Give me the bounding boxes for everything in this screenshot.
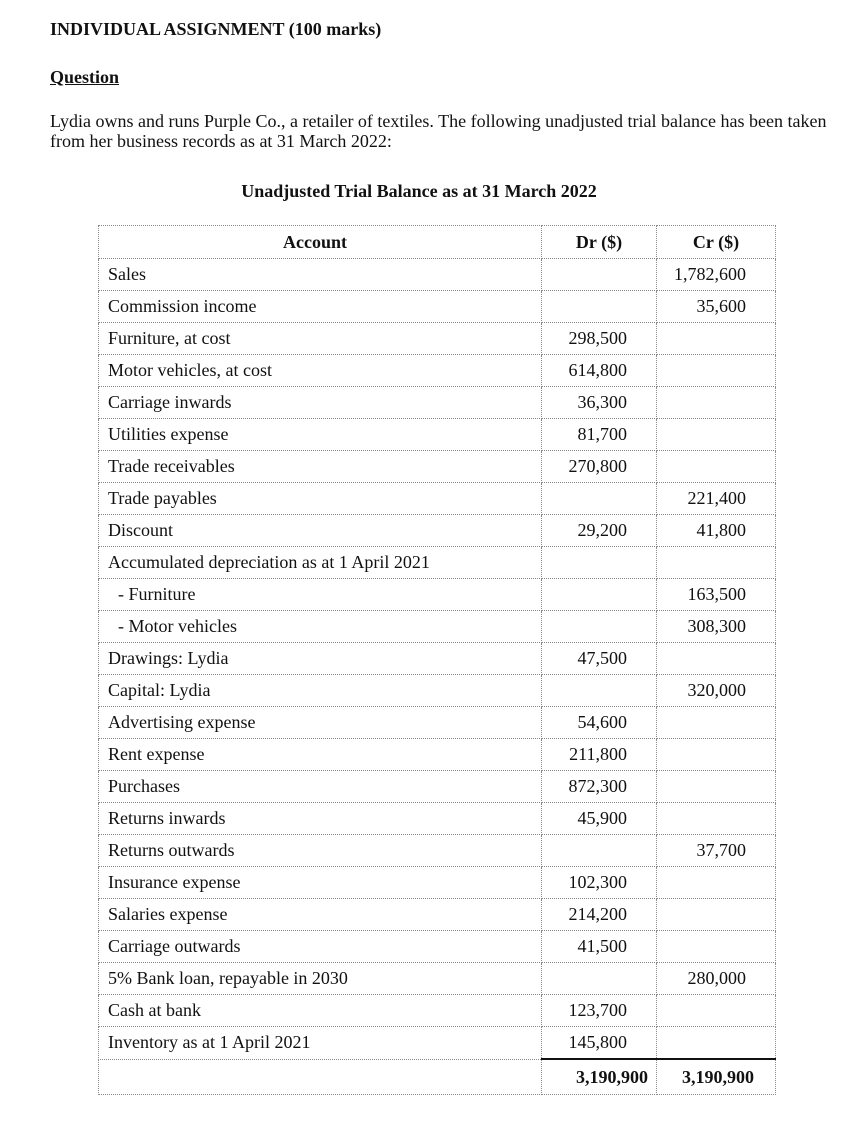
cell-dr: 54,600 xyxy=(542,707,657,739)
table-row xyxy=(99,675,776,707)
cell-cr xyxy=(657,387,776,419)
cell-cr xyxy=(657,867,776,899)
table-row xyxy=(99,835,776,867)
cell-account: Insurance expense xyxy=(99,867,542,899)
cell-cr: 163,500 xyxy=(657,579,776,611)
question-label: Question xyxy=(50,67,120,87)
table-row xyxy=(99,387,776,419)
cell-account: Returns inwards xyxy=(99,803,542,835)
cell-cr xyxy=(657,931,776,963)
cell-dr: 214,200 xyxy=(542,899,657,931)
cell-account: Inventory as at 1 April 2021 xyxy=(99,1027,542,1060)
cell-dr xyxy=(542,291,657,323)
table-row xyxy=(99,643,776,675)
cell-account: Trade payables xyxy=(99,483,542,515)
cell-cr xyxy=(657,419,776,451)
table-row xyxy=(99,451,776,483)
table-row xyxy=(99,963,776,995)
cell-cr: 308,300 xyxy=(657,611,776,643)
cell-dr xyxy=(542,483,657,515)
total-account xyxy=(99,1059,542,1095)
cell-cr: 37,700 xyxy=(657,835,776,867)
cell-account: Returns outwards xyxy=(99,835,542,867)
cell-cr xyxy=(657,739,776,771)
cell-account: Accumulated depreciation as at 1 April 2021 xyxy=(99,547,542,579)
table-row xyxy=(99,291,776,323)
cell-cr: 1,782,600 xyxy=(657,259,776,291)
cell-account: Capital: Lydia xyxy=(99,675,542,707)
total-cr: 3,190,900 xyxy=(657,1059,776,1095)
header-dr: Dr ($) xyxy=(542,226,657,259)
cell-account: Furniture, at cost xyxy=(99,323,542,355)
table-row xyxy=(99,931,776,963)
cell-dr xyxy=(542,611,657,643)
cell-account: Rent expense xyxy=(99,739,542,771)
cell-cr xyxy=(657,323,776,355)
table-row xyxy=(99,739,776,771)
cell-cr: 35,600 xyxy=(657,291,776,323)
header-cr: Cr ($) xyxy=(657,226,776,259)
cell-dr: 298,500 xyxy=(542,323,657,355)
cell-cr xyxy=(657,707,776,739)
cell-cr: 41,800 xyxy=(657,515,776,547)
cell-dr: 45,900 xyxy=(542,803,657,835)
cell-dr xyxy=(542,259,657,291)
header-account: Account xyxy=(99,226,542,259)
cell-account: - Furniture xyxy=(99,579,542,611)
assignment-heading: INDIVIDUAL ASSIGNMENT (100 marks) xyxy=(50,19,382,39)
cell-dr: 614,800 xyxy=(542,355,657,387)
cell-dr: 36,300 xyxy=(542,387,657,419)
cell-cr xyxy=(657,451,776,483)
cell-cr: 221,400 xyxy=(657,483,776,515)
table-row xyxy=(99,323,776,355)
cell-cr xyxy=(657,771,776,803)
cell-dr: 47,500 xyxy=(542,643,657,675)
cell-dr: 29,200 xyxy=(542,515,657,547)
cell-account: Cash at bank xyxy=(99,995,542,1027)
cell-dr xyxy=(542,579,657,611)
cell-cr xyxy=(657,547,776,579)
table-row xyxy=(99,419,776,451)
cell-dr xyxy=(542,963,657,995)
table-row xyxy=(99,803,776,835)
cell-account: Advertising expense xyxy=(99,707,542,739)
table-row xyxy=(99,707,776,739)
table-row xyxy=(99,515,776,547)
table-row xyxy=(99,771,776,803)
table-row xyxy=(99,259,776,291)
cell-dr xyxy=(542,547,657,579)
table-row xyxy=(99,579,776,611)
table-row xyxy=(99,1027,776,1060)
trial-balance-body xyxy=(99,259,776,1060)
cell-cr xyxy=(657,803,776,835)
cell-cr xyxy=(657,643,776,675)
cell-dr xyxy=(542,675,657,707)
cell-account: Salaries expense xyxy=(99,899,542,931)
intro-paragraph: Lydia owns and runs Purple Co., a retailer of textiles. The following unadjusted trial balance has been taken from her business records as at 31 March 2022: xyxy=(50,111,827,151)
cell-account: Carriage outwards xyxy=(99,931,542,963)
table-row xyxy=(99,483,776,515)
cell-dr: 211,800 xyxy=(542,739,657,771)
cell-dr: 872,300 xyxy=(542,771,657,803)
cell-dr: 123,700 xyxy=(542,995,657,1027)
cell-dr: 145,800 xyxy=(542,1027,657,1060)
table-row xyxy=(99,867,776,899)
cell-cr xyxy=(657,355,776,387)
cell-account: Motor vehicles, at cost xyxy=(99,355,542,387)
cell-account: Carriage inwards xyxy=(99,387,542,419)
cell-dr xyxy=(542,835,657,867)
table-row xyxy=(99,611,776,643)
cell-account: Commission income xyxy=(99,291,542,323)
cell-account: - Motor vehicles xyxy=(99,611,542,643)
cell-account: Drawings: Lydia xyxy=(99,643,542,675)
cell-dr: 81,700 xyxy=(542,419,657,451)
table-row xyxy=(99,547,776,579)
table-row xyxy=(99,899,776,931)
table-row xyxy=(99,995,776,1027)
cell-cr: 320,000 xyxy=(657,675,776,707)
cell-account: Purchases xyxy=(99,771,542,803)
cell-account: 5% Bank loan, repayable in 2030 xyxy=(99,963,542,995)
cell-account: Utilities expense xyxy=(99,419,542,451)
cell-dr: 270,800 xyxy=(542,451,657,483)
cell-cr xyxy=(657,1027,776,1060)
cell-account: Trade receivables xyxy=(99,451,542,483)
table-header-row xyxy=(99,226,776,259)
cell-cr xyxy=(657,899,776,931)
total-dr: 3,190,900 xyxy=(542,1059,657,1095)
trial-balance-title: Unadjusted Trial Balance as at 31 March 2022 xyxy=(241,181,597,201)
cell-dr: 102,300 xyxy=(542,867,657,899)
cell-account: Sales xyxy=(99,259,542,291)
cell-account: Discount xyxy=(99,515,542,547)
cell-cr: 280,000 xyxy=(657,963,776,995)
trial-balance-table xyxy=(98,225,776,1095)
cell-dr: 41,500 xyxy=(542,931,657,963)
total-row xyxy=(99,1059,776,1095)
cell-cr xyxy=(657,995,776,1027)
table-row xyxy=(99,355,776,387)
